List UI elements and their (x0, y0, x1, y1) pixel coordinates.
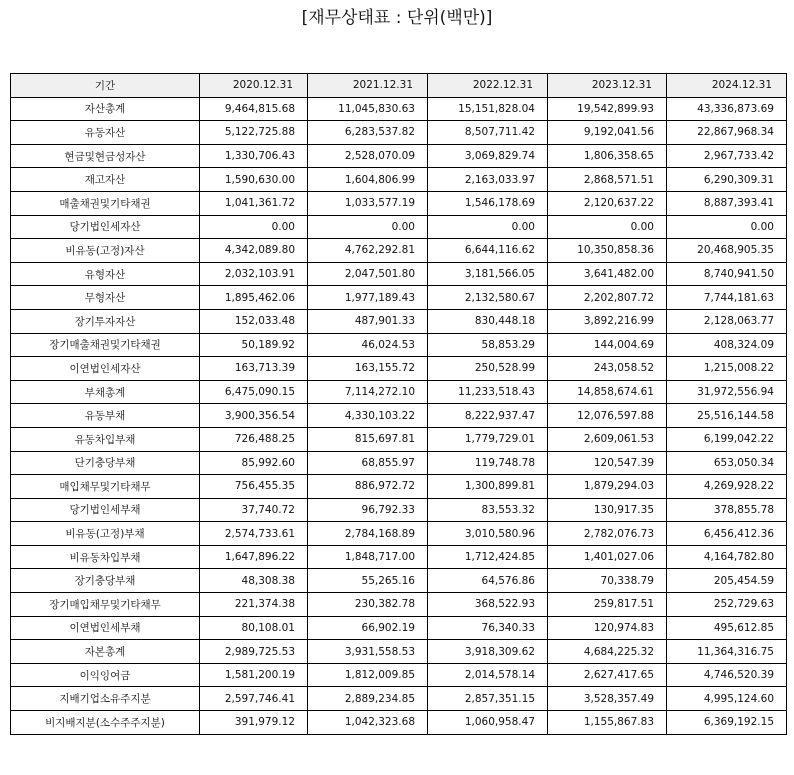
table-cell-value: 815,697.81 (308, 427, 428, 451)
table-cell-value: 68,855.97 (308, 451, 428, 475)
table-cell-value: 3,528,357.49 (548, 687, 667, 711)
table-cell-value: 2,163,033.97 (428, 168, 548, 192)
table-cell-value: 653,050.34 (667, 451, 787, 475)
table-cell-value: 120,974.83 (548, 616, 667, 640)
table-row (11, 97, 787, 121)
table-cell-value: 1,806,358.65 (548, 144, 667, 168)
table-cell-value: 58,853.29 (428, 333, 548, 357)
row-label: 이연법인세부채 (11, 616, 200, 640)
table-cell-value: 37,740.72 (200, 498, 308, 522)
row-label: 비유동(고정)자산 (11, 239, 200, 263)
balance-sheet-table (10, 73, 787, 735)
table-cell-value: 0.00 (308, 215, 428, 239)
table-row (11, 333, 787, 357)
table-cell-value: 2,784,168.89 (308, 522, 428, 546)
table-cell-value: 1,060,958.47 (428, 711, 548, 735)
table-cell-value: 3,918,309.62 (428, 640, 548, 664)
column-header-year: 2024.12.31 (667, 74, 787, 98)
table-cell-value: 0.00 (667, 215, 787, 239)
table-cell-value: 48,308.38 (200, 569, 308, 593)
page-title: [재무상태표 : 단위(백만)] (301, 8, 493, 28)
table-cell-value: 1,041,361.72 (200, 191, 308, 215)
table-cell-value: 119,748.78 (428, 451, 548, 475)
row-label: 매입채무및기타채무 (11, 475, 200, 499)
table-cell-value: 11,364,316.75 (667, 640, 787, 664)
table-cell-value: 85,992.60 (200, 451, 308, 475)
table-cell-value: 830,448.18 (428, 309, 548, 333)
table-cell-value: 3,900,356.54 (200, 404, 308, 428)
table-row (11, 191, 787, 215)
column-header-year: 2023.12.31 (548, 74, 667, 98)
table-row (11, 451, 787, 475)
table-cell-value: 130,917.35 (548, 498, 667, 522)
table-cell-value: 1,647,896.22 (200, 545, 308, 569)
table-cell-value: 2,989,725.53 (200, 640, 308, 664)
table-cell-value: 0.00 (428, 215, 548, 239)
table-cell-value: 2,857,351.15 (428, 687, 548, 711)
table-row (11, 357, 787, 381)
table-cell-value: 2,967,733.42 (667, 144, 787, 168)
table-row (11, 663, 787, 687)
table-cell-value: 2,627,417.65 (548, 663, 667, 687)
table-cell-value: 2,047,501.80 (308, 262, 428, 286)
table-cell-value: 1,300,899.81 (428, 475, 548, 499)
table-cell-value: 408,324.09 (667, 333, 787, 357)
table-cell-value: 50,189.92 (200, 333, 308, 357)
table-cell-value: 2,014,578.14 (428, 663, 548, 687)
table-cell-value: 2,782,076.73 (548, 522, 667, 546)
table-cell-value: 726,488.25 (200, 427, 308, 451)
table-cell-value: 163,713.39 (200, 357, 308, 381)
table-cell-value: 66,902.19 (308, 616, 428, 640)
table-cell-value: 2,609,061.53 (548, 427, 667, 451)
table-cell-value: 9,464,815.68 (200, 97, 308, 121)
table-cell-value: 1,590,630.00 (200, 168, 308, 192)
row-label: 장기매입채무및기타채무 (11, 593, 200, 617)
table-cell-value: 20,468,905.35 (667, 239, 787, 263)
table-cell-value: 46,024.53 (308, 333, 428, 357)
table-row (11, 593, 787, 617)
table-cell-value: 6,283,537.82 (308, 121, 428, 145)
table-row (11, 475, 787, 499)
table-cell-value: 7,744,181.63 (667, 286, 787, 310)
table-cell-value: 22,867,968.34 (667, 121, 787, 145)
table-cell-value: 144,004.69 (548, 333, 667, 357)
table-cell-value: 3,892,216.99 (548, 309, 667, 333)
table-cell-value: 2,528,070.09 (308, 144, 428, 168)
table-cell-value: 1,330,706.43 (200, 144, 308, 168)
row-label: 현금및현금성자산 (11, 144, 200, 168)
table-cell-value: 8,887,393.41 (667, 191, 787, 215)
table-cell-value: 1,812,009.85 (308, 663, 428, 687)
table-cell-value: 6,644,116.62 (428, 239, 548, 263)
table-cell-value: 11,233,518.43 (428, 380, 548, 404)
table-body (11, 97, 787, 734)
table-cell-value: 2,132,580.67 (428, 286, 548, 310)
table-row (11, 498, 787, 522)
table-cell-value: 1,033,577.19 (308, 191, 428, 215)
table-cell-value: 4,684,225.32 (548, 640, 667, 664)
table-cell-value: 120,547.39 (548, 451, 667, 475)
table-cell-value: 2,889,234.85 (308, 687, 428, 711)
row-label: 무형자산 (11, 286, 200, 310)
table-cell-value: 886,972.72 (308, 475, 428, 499)
table-cell-value: 2,868,571.51 (548, 168, 667, 192)
table-cell-value: 31,972,556.94 (667, 380, 787, 404)
table-cell-value: 6,475,090.15 (200, 380, 308, 404)
row-label: 재고자산 (11, 168, 200, 192)
column-header-period: 기간 (11, 74, 200, 98)
table-cell-value: 1,581,200.19 (200, 663, 308, 687)
table-cell-value: 1,848,717.00 (308, 545, 428, 569)
table-cell-value: 1,779,729.01 (428, 427, 548, 451)
table-cell-value: 4,269,928.22 (667, 475, 787, 499)
table-cell-value: 163,155.72 (308, 357, 428, 381)
table-cell-value: 2,597,746.41 (200, 687, 308, 711)
table-cell-value: 8,222,937.47 (428, 404, 548, 428)
table-row (11, 522, 787, 546)
table-cell-value: 5,122,725.88 (200, 121, 308, 145)
table-row (11, 262, 787, 286)
row-label: 장기투자자산 (11, 309, 200, 333)
table-cell-value: 6,199,042.22 (667, 427, 787, 451)
table-cell-value: 221,374.38 (200, 593, 308, 617)
table-cell-value: 3,010,580.96 (428, 522, 548, 546)
table-header-row (11, 74, 787, 98)
table-cell-value: 14,858,674.61 (548, 380, 667, 404)
row-label: 유형자산 (11, 262, 200, 286)
table-cell-value: 1,401,027.06 (548, 545, 667, 569)
table-cell-value: 2,574,733.61 (200, 522, 308, 546)
row-label: 장기매출채권및기타채권 (11, 333, 200, 357)
table-cell-value: 487,901.33 (308, 309, 428, 333)
table-cell-value: 43,336,873.69 (667, 97, 787, 121)
row-label: 비지배지분(소수주주지분) (11, 711, 200, 735)
table-cell-value: 4,330,103.22 (308, 404, 428, 428)
table-cell-value: 4,995,124.60 (667, 687, 787, 711)
row-label: 유동차입부채 (11, 427, 200, 451)
table-cell-value: 70,338.79 (548, 569, 667, 593)
table-cell-value: 12,076,597.88 (548, 404, 667, 428)
table-cell-value: 1,712,424.85 (428, 545, 548, 569)
table-cell-value: 15,151,828.04 (428, 97, 548, 121)
table-cell-value: 0.00 (548, 215, 667, 239)
table-cell-value: 8,507,711.42 (428, 121, 548, 145)
table-cell-value: 495,612.85 (667, 616, 787, 640)
table-cell-value: 3,181,566.05 (428, 262, 548, 286)
table-cell-value: 205,454.59 (667, 569, 787, 593)
row-label: 이익잉여금 (11, 663, 200, 687)
table-row (11, 545, 787, 569)
row-label: 자산총계 (11, 97, 200, 121)
table-cell-value: 2,202,807.72 (548, 286, 667, 310)
row-label: 당기법인세자산 (11, 215, 200, 239)
table-cell-value: 230,382.78 (308, 593, 428, 617)
row-label: 유동자산 (11, 121, 200, 145)
table-cell-value: 7,114,272.10 (308, 380, 428, 404)
table-cell-value: 1,977,189.43 (308, 286, 428, 310)
row-label: 비유동차입부채 (11, 545, 200, 569)
table-cell-value: 1,895,462.06 (200, 286, 308, 310)
table-cell-value: 1,879,294.03 (548, 475, 667, 499)
table-cell-value: 252,729.63 (667, 593, 787, 617)
row-label: 당기법인세부채 (11, 498, 200, 522)
table-row (11, 215, 787, 239)
table-cell-value: 2,032,103.91 (200, 262, 308, 286)
table-cell-value: 1,546,178.69 (428, 191, 548, 215)
table-row (11, 404, 787, 428)
table-cell-value: 4,746,520.39 (667, 663, 787, 687)
table-cell-value: 6,369,192.15 (667, 711, 787, 735)
row-label: 부채총계 (11, 380, 200, 404)
table-cell-value: 756,455.35 (200, 475, 308, 499)
table-cell-value: 11,045,830.63 (308, 97, 428, 121)
table-cell-value: 3,641,482.00 (548, 262, 667, 286)
row-label: 매출채권및기타채권 (11, 191, 200, 215)
table-cell-value: 378,855.78 (667, 498, 787, 522)
table-row (11, 239, 787, 263)
row-label: 이연법인세자산 (11, 357, 200, 381)
table-cell-value: 1,042,323.68 (308, 711, 428, 735)
column-header-year: 2022.12.31 (428, 74, 548, 98)
table-row (11, 286, 787, 310)
table-cell-value: 64,576.86 (428, 569, 548, 593)
table-row (11, 569, 787, 593)
table-cell-value: 2,120,637.22 (548, 191, 667, 215)
table-cell-value: 259,817.51 (548, 593, 667, 617)
table-row (11, 309, 787, 333)
table-cell-value: 83,553.32 (428, 498, 548, 522)
table-cell-value: 55,265.16 (308, 569, 428, 593)
table-cell-value: 96,792.33 (308, 498, 428, 522)
row-label: 유동부채 (11, 404, 200, 428)
table-row (11, 687, 787, 711)
column-header-year: 2021.12.31 (308, 74, 428, 98)
table-row (11, 640, 787, 664)
column-header-year: 2020.12.31 (200, 74, 308, 98)
table-cell-value: 4,342,089.80 (200, 239, 308, 263)
table-cell-value: 76,340.33 (428, 616, 548, 640)
table-cell-value: 4,164,782.80 (667, 545, 787, 569)
table-cell-value: 25,516,144.58 (667, 404, 787, 428)
table-cell-value: 10,350,858.36 (548, 239, 667, 263)
table-cell-value: 19,542,899.93 (548, 97, 667, 121)
table-row (11, 380, 787, 404)
table-cell-value: 250,528.99 (428, 357, 548, 381)
table-cell-value: 2,128,063.77 (667, 309, 787, 333)
table-cell-value: 3,069,829.74 (428, 144, 548, 168)
table-cell-value: 152,033.48 (200, 309, 308, 333)
table-cell-value: 8,740,941.50 (667, 262, 787, 286)
table-row (11, 121, 787, 145)
table-cell-value: 9,192,041.56 (548, 121, 667, 145)
table-cell-value: 368,522.93 (428, 593, 548, 617)
table-row (11, 144, 787, 168)
table-row (11, 616, 787, 640)
table-cell-value: 6,456,412.36 (667, 522, 787, 546)
table-row (11, 168, 787, 192)
row-label: 지배기업소유주지분 (11, 687, 200, 711)
row-label: 단기충당부채 (11, 451, 200, 475)
table-cell-value: 1,604,806.99 (308, 168, 428, 192)
table-row (11, 711, 787, 735)
row-label: 장기충당부채 (11, 569, 200, 593)
table-cell-value: 4,762,292.81 (308, 239, 428, 263)
row-label: 비유동(고정)부채 (11, 522, 200, 546)
table-cell-value: 1,155,867.83 (548, 711, 667, 735)
table-cell-value: 0.00 (200, 215, 308, 239)
table-row (11, 427, 787, 451)
table-cell-value: 80,108.01 (200, 616, 308, 640)
table-cell-value: 6,290,309.31 (667, 168, 787, 192)
row-label: 자본총계 (11, 640, 200, 664)
table-cell-value: 391,979.12 (200, 711, 308, 735)
table-cell-value: 3,931,558.53 (308, 640, 428, 664)
table-cell-value: 1,215,008.22 (667, 357, 787, 381)
table-cell-value: 243,058.52 (548, 357, 667, 381)
